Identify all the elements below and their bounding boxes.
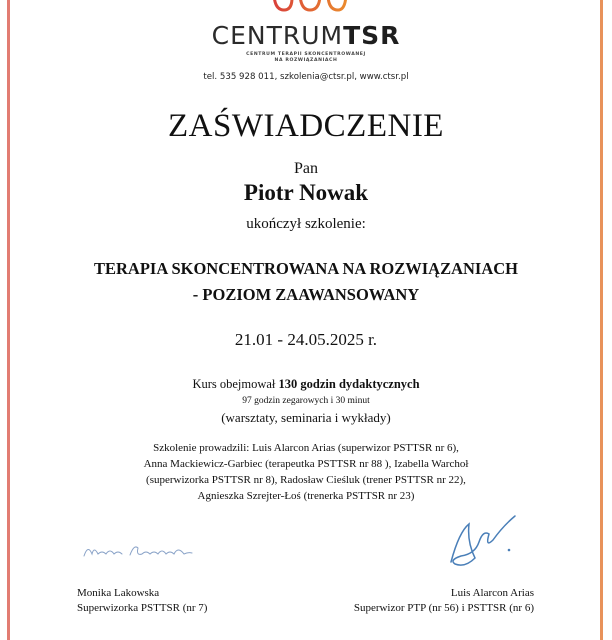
decorative-border-left bbox=[7, 0, 10, 640]
certificate-title: ZAŚWIADCZENIE bbox=[168, 108, 444, 144]
trainers-line: (superwizorka PSTTSR nr 8), Radosław Cieśluk (trener PSTTSR nr 22), bbox=[146, 474, 466, 486]
trainers-line: Szkolenie prowadzili: Luis Alarcon Arias (superwizor PSTTSR nr 6), bbox=[153, 442, 459, 454]
handwritten-signature-icon bbox=[445, 512, 525, 572]
brand-subtitle bbox=[0, 52, 612, 64]
wave-loops-logo-icon bbox=[270, 0, 350, 12]
hours-prefix: Kurs obejmował bbox=[192, 377, 279, 391]
trainers-line: Anna Mackiewicz-Garbiec (terapeutka PSTTSR nr 88 ), Izabella Warchoł bbox=[143, 458, 469, 470]
clock-hours: 97 godzin zegarowych i 30 minut bbox=[242, 396, 370, 406]
brand-regular: CENTRUM bbox=[211, 21, 344, 50]
hours-bold: 130 godzin dydaktycznych bbox=[278, 377, 420, 391]
brand-bold: TSR bbox=[343, 21, 401, 50]
course-hours bbox=[0, 377, 612, 392]
brand-subtitle-line1: CENTRUM TERAPII SKONCENTROWANEJ bbox=[246, 52, 366, 57]
signer-right bbox=[354, 586, 534, 616]
signer-left bbox=[77, 586, 207, 616]
contact-info: tel. 535 928 011, szkolenia@ctsr.pl, www.ctsr.pl bbox=[203, 72, 409, 82]
activities: (warsztaty, seminaria i wykłady) bbox=[221, 410, 391, 425]
handwritten-signature-icon bbox=[80, 540, 200, 562]
trainers-list bbox=[0, 440, 612, 504]
recipient-name: Piotr Nowak bbox=[243, 180, 369, 205]
brand-subtitle-line2: NA ROZWIĄZANIACH bbox=[274, 58, 338, 63]
signer-right-role: Superwizor PTP (nr 56) i PSTTSR (nr 6) bbox=[353, 602, 534, 614]
course-title-line2: - POZIOM ZAAWANSOWANY bbox=[192, 285, 420, 304]
decorative-border-right bbox=[600, 0, 603, 640]
signer-left-role: Superwizorka PSTTSR (nr 7) bbox=[77, 602, 208, 614]
trainers-line: Agnieszka Szrejter-Łoś (trenerka PSTTSR nr 23) bbox=[197, 490, 415, 502]
course-title bbox=[0, 256, 612, 308]
signer-left-name: Monika Lakowska bbox=[77, 587, 160, 599]
signer-right-name: Luis Alarcon Arias bbox=[450, 587, 534, 599]
course-title-line1: TERAPIA SKONCENTROWANA NA ROZWIĄZANIACH bbox=[93, 259, 519, 278]
brand-logo-text bbox=[0, 22, 612, 50]
completed-text: ukończył szkolenie: bbox=[246, 216, 366, 232]
salutation: Pan bbox=[294, 160, 318, 177]
course-dates: 21.01 - 24.05.2025 r. bbox=[234, 330, 378, 349]
